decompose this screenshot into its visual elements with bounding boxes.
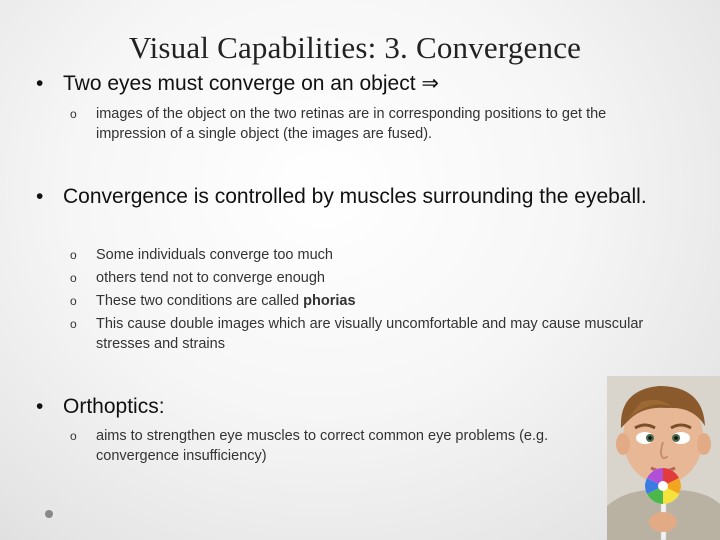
slide-title: Visual Capabilities: 3. Convergence <box>128 30 582 65</box>
phorias-term: phorias <box>303 293 356 309</box>
sub-bullet-marker: o <box>70 107 77 121</box>
sub-bullet-orthoptics-aims <box>70 426 590 466</box>
sub-bullet-text: Some individuals converge too much <box>96 247 333 263</box>
sub-bullet-text: others tend not to converge enough <box>96 270 325 286</box>
sub-bullet-converge-much <box>70 245 670 265</box>
sub-bullet-text: aims to strengthen eye muscles to correct common eye problems (e.g. convergence insufficiency) <box>96 428 549 464</box>
sub-bullet-marker: o <box>70 271 77 285</box>
bullet-orthoptics <box>36 394 596 420</box>
bullet-text: Two eyes must converge on an object ⇒ <box>63 72 439 95</box>
bullet-converge <box>36 71 656 97</box>
bullet-text: Orthoptics: <box>63 395 165 418</box>
sub-bullet-marker: o <box>70 248 77 262</box>
sub-bullet-images <box>70 104 670 144</box>
bullet-dot: • <box>36 395 44 418</box>
sub-bullet-phorias <box>70 291 670 311</box>
bullet-dot: • <box>36 72 44 95</box>
sub-bullet-text: This cause double images which are visually uncomfortable and may cause muscular stresses and strains <box>96 316 644 352</box>
decorative-dot <box>45 510 53 518</box>
sub-bullet-text: images of the object on the two retinas are in corresponding positions to get the impression of a single object (the images are fused). <box>96 106 607 142</box>
sub-bullet-text <box>70 291 670 311</box>
sub-bullet-converge-little <box>70 268 670 288</box>
bullet-muscles <box>36 184 676 210</box>
sub-bullet-prefix: These two conditions are called <box>96 293 304 309</box>
boy-illustration <box>607 376 720 540</box>
sub-bullet-marker: o <box>70 294 77 308</box>
sub-bullet-marker: o <box>70 317 77 331</box>
boy-crossed-eyes-photo <box>607 376 720 540</box>
bullet-text: Convergence is controlled by muscles surrounding the eyeball. <box>63 185 647 208</box>
bullet-dot: • <box>36 185 44 208</box>
sub-bullet-double-images <box>70 314 670 354</box>
sub-bullet-marker: o <box>70 429 77 443</box>
